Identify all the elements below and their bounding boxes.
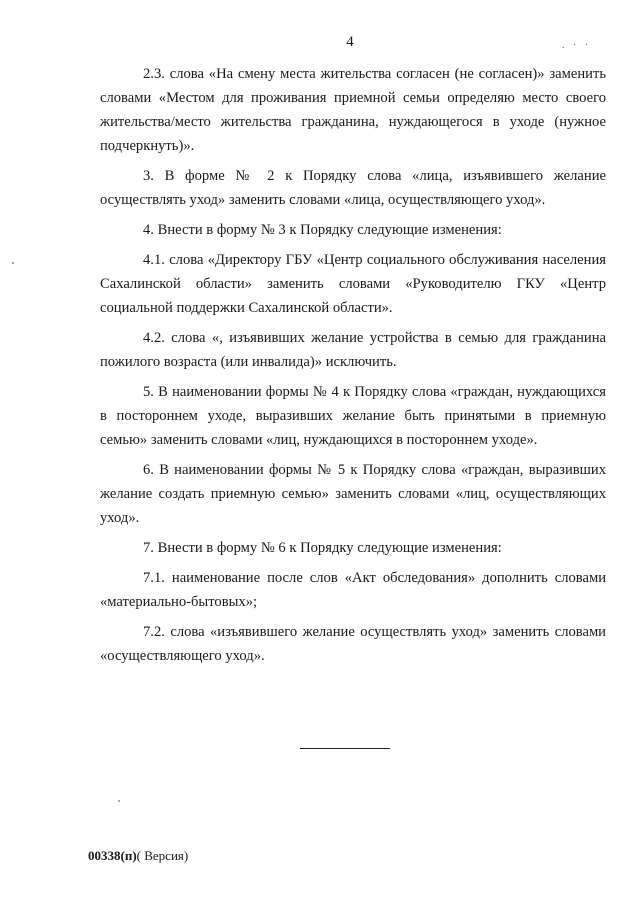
paragraph-3: 3. В форме № 2 к Порядку слова «лица, изъявившего желание осуществлять уход» заменить словами «лица, осуществляющего уход». [100, 168, 606, 208]
end-divider [300, 748, 390, 749]
paragraph-7-1: 7.1. наименование после слов «Акт обследования» дополнить словами «материально-бытовых»; [100, 570, 606, 610]
corner-marks: . · · [562, 40, 592, 51]
document-footer [88, 848, 188, 864]
margin-speck [12, 262, 14, 264]
paragraph-5: 5. В наименовании формы № 4 к Порядку слова «граждан, нуждающихся в постороннем уходе, выразивших желание быть принятыми в приемную семью» заменить словами «лиц, нуждающихся в постороннем уходе». [100, 384, 606, 448]
document-body [100, 62, 606, 674]
document-code: 00338(п) [88, 848, 137, 863]
margin-speck [118, 800, 120, 802]
paragraph-7-2: 7.2. слова «изъявившего желание осуществлять уход» заменить словами «осуществляющего уход». [100, 624, 606, 664]
paragraph-4-2: 4.2. слова «, изъявивших желание устройства в семью для гражданина пожилого возраста (или инвалида)» исключить. [100, 330, 606, 370]
document-version: ( Версия) [136, 848, 189, 863]
paragraph-4-1: 4.1. слова «Директору ГБУ «Центр социального обслуживания населения Сахалинской области» заменить словами «Руководителю ГКУ «Центр социальной поддержки Сахалинской области». [100, 252, 606, 316]
paragraph-6: 6. В наименовании формы № 5 к Порядку слова «граждан, выразивших желание создать приемную семью» заменить словами «лиц, осуществляющих уход». [100, 462, 606, 526]
paragraph-2-3: 2.3. слова «На смену места жительства согласен (не согласен)» заменить словами «Местом для проживания приемной семьи определяю место своего жительства/место жительства гражданина, нуждающегося в уходе (нужное подчеркнуть)». [100, 66, 606, 154]
paragraph-7: 7. Внести в форму № 6 к Порядку следующие изменения: [143, 540, 502, 556]
page-number: 4 [346, 34, 354, 50]
paragraph-4: 4. Внести в форму № 3 к Порядку следующие изменения: [143, 222, 502, 238]
